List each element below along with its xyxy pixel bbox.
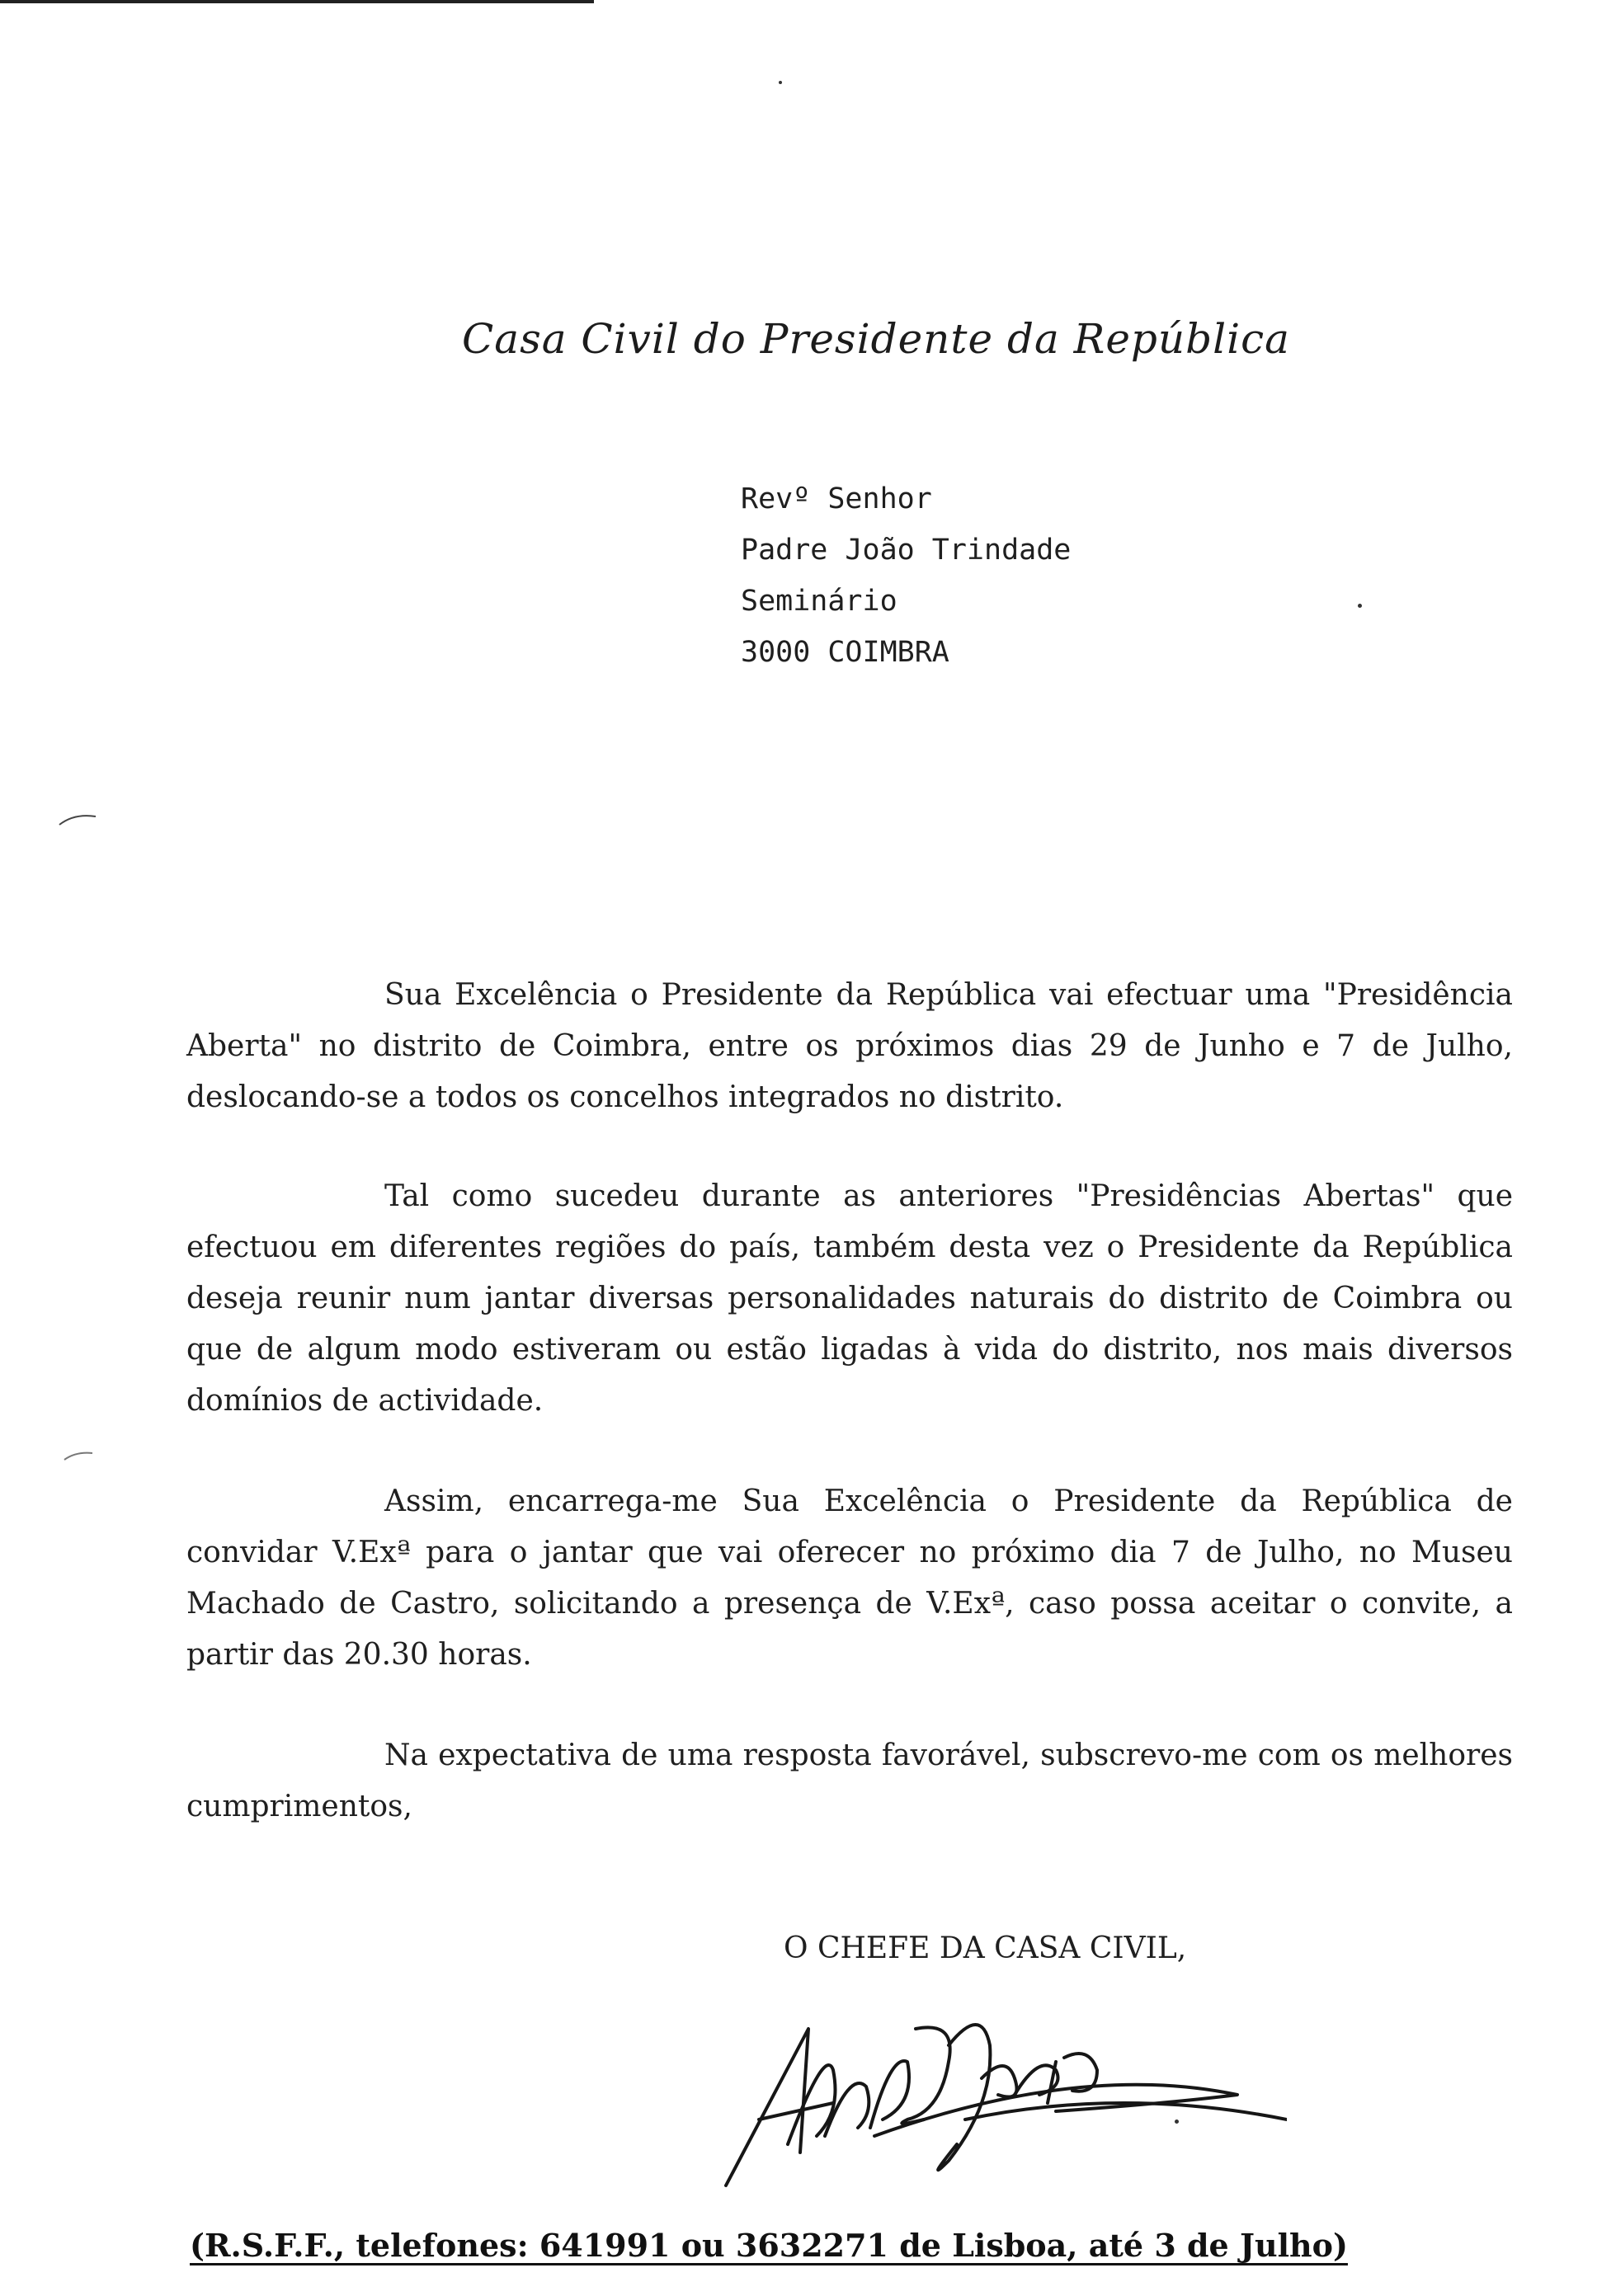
handwritten-signature (709, 1996, 1287, 2194)
paragraph-text: Tal como sucedeu durante as anteriores "Presidências Abertas" que efectuou em diferentes regiões do país, também desta vez o Presidente da República deseja reunir num jantar diversas personalidades naturais do distrito de Coimbra ou que de algum modo estiveram ou estão ligadas à vida do distrito, nos mais diversos domínios de actividade. (186, 1179, 1513, 1418)
paper-speck (779, 81, 782, 84)
margin-mark (58, 812, 99, 828)
paragraph-text: Na expectativa de uma resposta favorável, subscrevo-me com os melhores cumprimentos, (186, 1738, 1513, 1823)
margin-mark (63, 1450, 96, 1463)
top-edge-rule (0, 0, 594, 3)
body-paragraph-3 (186, 1476, 1513, 1681)
paragraph-text: Sua Excelência o Presidente da República vai efectuar uma "Presidência Aberta" no distrito de Coimbra, entre os próximos dias 29 de Junho e 7 de Julho, deslocando-se a todos os concelhos integrados no distrito. (186, 978, 1513, 1114)
body-paragraph-4 (186, 1730, 1513, 1833)
body-paragraph-2 (186, 1171, 1513, 1427)
paragraph-text: Assim, encarrega-me Sua Excelência o Presidente da República de convidar V.Exª para o jantar que vai oferecer no próximo dia 7 de Julho, no Museu Machado de Castro, solicitando a presença de V.Exª, caso possa aceitar o convite, a partir das 20.30 horas. (186, 1484, 1513, 1672)
body-paragraph-1 (186, 970, 1513, 1123)
recipient-salutation: Revº Senhor (741, 482, 932, 515)
footer-rsvp-note: (R.S.F.F., telefones: 641991 ou 3632271 de Lisboa, até 3 de Julho) (190, 2227, 1348, 2264)
recipient-institution: Seminário (741, 585, 897, 618)
recipient-address (741, 473, 1071, 678)
recipient-city: 3000 COIMBRA (741, 636, 949, 669)
closing-title: O CHEFE DA CASA CIVIL, (784, 1931, 1187, 1965)
paper-speck (1358, 604, 1362, 608)
letterhead-title: Casa Civil do Presidente da República (462, 315, 1290, 363)
recipient-name: Padre João Trindade (741, 534, 1072, 567)
